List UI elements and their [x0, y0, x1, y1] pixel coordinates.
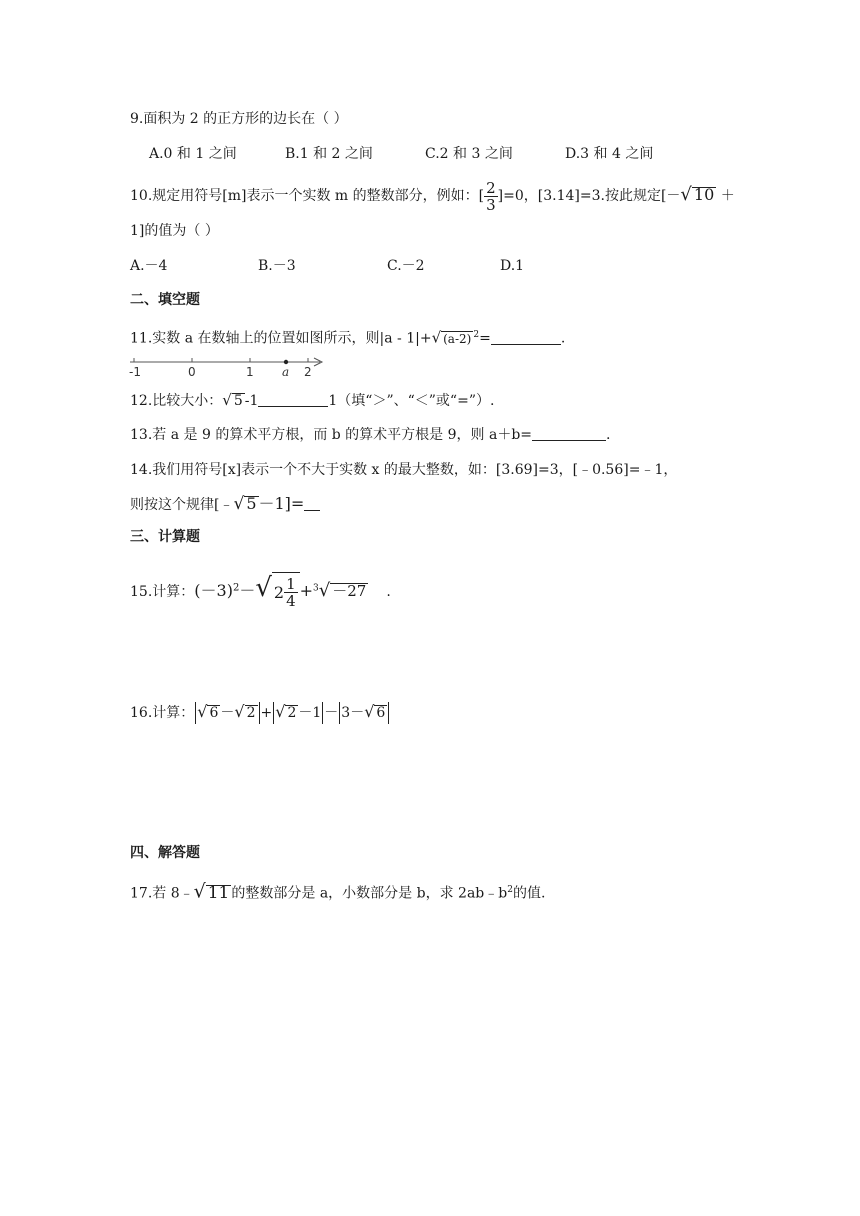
- q15-base: (－3): [194, 581, 233, 600]
- q17-prefix: 17.若 8﹣: [130, 885, 194, 902]
- q10-option-b: B.－3: [258, 258, 296, 274]
- q10-stem-a: 10.规定用符号[m]表示一个实数 m 的整数部分，例如：[: [130, 188, 485, 204]
- q13-blank: [532, 426, 606, 441]
- tick-label-1: 1: [246, 365, 254, 378]
- q12-blank: [258, 392, 328, 407]
- q15-mixed-number: [272, 572, 300, 613]
- q16-minus: －: [220, 705, 235, 721]
- q17-exp: 2: [507, 885, 513, 895]
- q16-prefix: 16.计算：: [130, 705, 195, 721]
- q13-end: .: [606, 427, 611, 443]
- q15-minus: －: [239, 581, 256, 600]
- section-heading-answer: 四、解答题: [130, 845, 200, 861]
- sqrt-icon: √: [431, 328, 442, 347]
- q14-prefix: 则按这个规律[﹣: [130, 497, 234, 513]
- q10-stem-c: ＋: [720, 188, 735, 204]
- q9-option-c: C.2 和 3 之间: [425, 146, 513, 162]
- q12-prefix: 12.比较大小：: [130, 393, 223, 409]
- q14-blank: [304, 496, 320, 511]
- q16-stem: [130, 700, 390, 725]
- q15-plus: +: [299, 581, 314, 600]
- q11-radicand: (a-2): [443, 331, 472, 346]
- number-line-figure: [128, 354, 328, 378]
- q11-end: .: [560, 330, 566, 347]
- q15-end: .: [386, 584, 391, 600]
- q15-index: 3: [313, 583, 319, 594]
- point-a: [284, 360, 288, 364]
- q15-radicand: －27: [332, 582, 367, 600]
- q9-stem: 9.面积为 2 的正方形的边长在（ ）: [130, 111, 348, 127]
- q10-option-c: C.－2: [387, 258, 425, 274]
- sqrt-icon: √: [222, 391, 232, 409]
- sqrt-icon: √: [364, 702, 375, 721]
- q11-stem: [130, 326, 565, 348]
- q16-plus: +: [260, 705, 273, 721]
- q16-minus2: －: [298, 705, 313, 721]
- q13-stem: [130, 426, 610, 444]
- q11-stem-text: 11.实数 a 在数轴上的位置如图所示，则|a - 1|+: [130, 330, 432, 347]
- q9-option-a: A.0 和 1 之间: [149, 146, 237, 162]
- q17-stem: [130, 878, 545, 906]
- q17-radicand: 11: [207, 882, 230, 903]
- abs-bar: [259, 702, 260, 724]
- q16-three: 3: [341, 705, 351, 721]
- q16-r6b: 6: [376, 705, 386, 721]
- q14-rest: －1]=: [258, 494, 305, 513]
- q15-stem: [130, 568, 391, 613]
- q17-mid: 的整数部分是 a，小数部分是 b，求 2ab﹣b: [231, 885, 508, 902]
- q15-den: 4: [286, 592, 296, 610]
- q12-tail: 1（填“＞”、“＜”或“=”）.: [328, 393, 495, 409]
- sqrt-icon: √: [233, 494, 245, 514]
- q14-line2: [130, 495, 320, 514]
- tick-label-2: 2: [304, 365, 312, 378]
- q12-radicand: 5: [233, 393, 243, 409]
- q15-num: 1: [286, 575, 296, 593]
- q12-stem: [130, 391, 494, 410]
- q10-option-a: A.－4: [130, 258, 168, 274]
- cbrt-icon: √: [318, 580, 331, 601]
- q16-r2b: 2: [287, 705, 297, 721]
- q10-stem: [130, 173, 735, 218]
- q10-fraction: [484, 180, 498, 213]
- q10-frac-num: 2: [486, 178, 496, 197]
- q14-radicand: 5: [246, 494, 257, 513]
- q11-equals: =: [479, 330, 491, 347]
- q16-minus4: －: [350, 705, 365, 721]
- sqrt-icon: √: [197, 702, 208, 721]
- q10-line2: 1]的值为（ ）: [130, 223, 219, 239]
- q16-r6: 6: [209, 705, 219, 721]
- q15-whole: 2: [273, 582, 285, 602]
- q17-end: 的值.: [512, 885, 546, 902]
- q13-text: 13.若 a 是 9 的算术平方根，而 b 的算术平方根是 9，则 a＋b=: [130, 427, 533, 443]
- tick-label-neg1: -1: [129, 365, 141, 378]
- sqrt-icon: √: [275, 702, 286, 721]
- q9-option-d: D.3 和 4 之间: [565, 146, 654, 162]
- q16-one: 1: [312, 705, 322, 721]
- q16-r2: 2: [246, 705, 256, 721]
- tick-label-0: 0: [188, 365, 196, 378]
- sqrt-icon: √: [255, 573, 272, 603]
- q10-radicand: 10: [693, 185, 715, 204]
- q16-minus3: －: [324, 705, 339, 721]
- tick-label-a: a: [282, 365, 290, 378]
- q10-option-d: D.1: [500, 258, 525, 274]
- q15-prefix: 15.计算：: [130, 584, 195, 600]
- q11-exp: 2: [473, 330, 480, 340]
- q14-line1: 14.我们用符号[x]表示一个不大于实数 x 的最大整数，如：[3.69]=3，[﹣0.56]=﹣1，: [130, 462, 678, 478]
- q9-option-b: B.1 和 2 之间: [285, 146, 373, 162]
- sqrt-icon: √: [193, 880, 206, 903]
- section-heading-fill: 二、填空题: [130, 292, 200, 308]
- sqrt-icon: √: [234, 702, 245, 721]
- abs-bar: [388, 702, 389, 724]
- q15-exp: 2: [232, 582, 240, 594]
- q12-minus1: -1: [244, 393, 259, 409]
- section-heading-calc: 三、计算题: [130, 529, 200, 545]
- q10-stem-b: ]=0，[3.14]=3.按此规定[－: [497, 188, 681, 204]
- q10-frac-den: 3: [486, 195, 496, 214]
- q15-fraction: [284, 576, 298, 609]
- q11-blank: [491, 330, 561, 345]
- sqrt-icon: √: [680, 184, 692, 205]
